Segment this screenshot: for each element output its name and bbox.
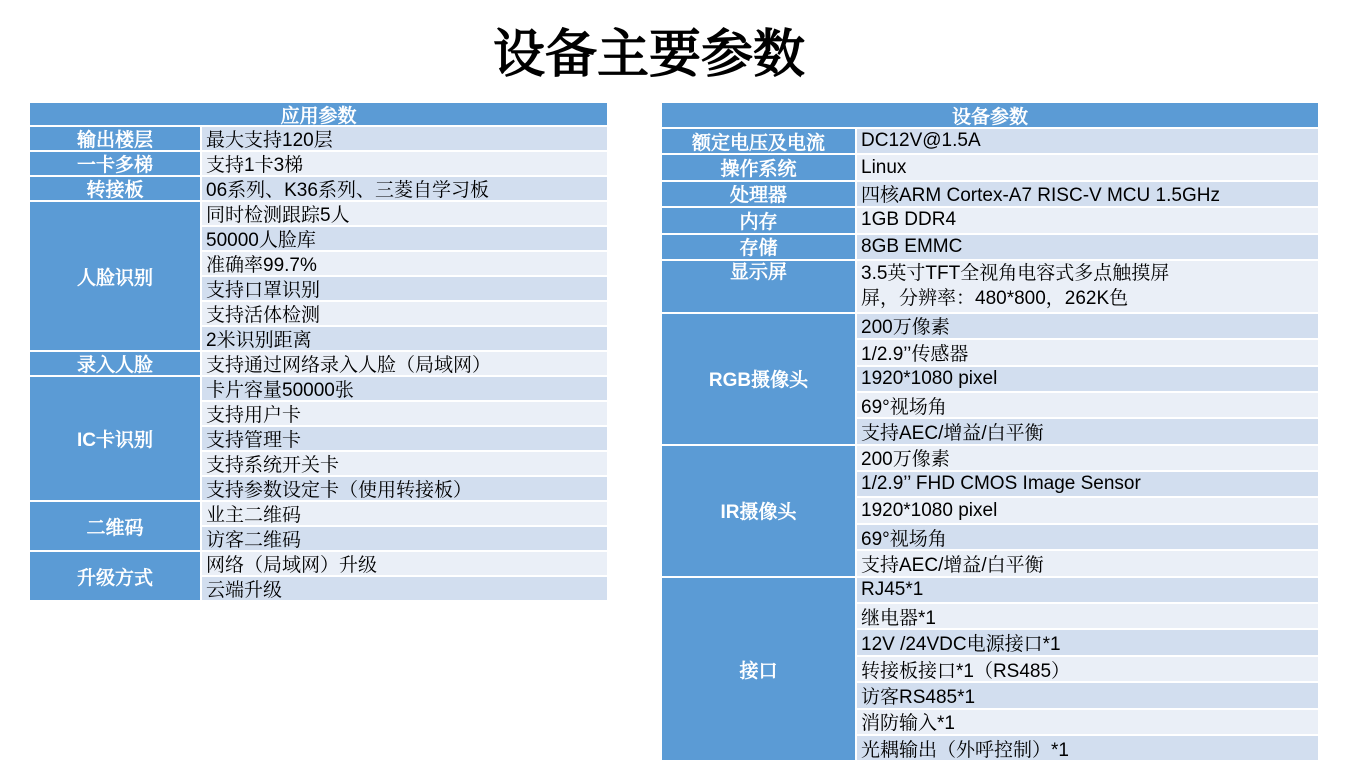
device-parameters-table: [662, 103, 1318, 760]
param-value: 支持用户卡: [202, 402, 607, 425]
param-label: 操作系统: [662, 155, 855, 179]
param-label: 输出楼层: [30, 127, 200, 150]
param-value: 支持管理卡: [202, 427, 607, 450]
param-value: 200万像素: [857, 314, 1318, 338]
param-value: 最大支持120层: [202, 127, 607, 150]
param-label: 二维码: [30, 502, 200, 550]
param-value: 光耦输出（外呼控制）*1: [857, 736, 1318, 760]
param-value: 访客RS485*1: [857, 683, 1318, 707]
param-label: 额定电压及电流: [662, 129, 855, 153]
param-value: 准确率99.7%: [202, 252, 607, 275]
param-value: 1920*1080 pixel: [857, 367, 1318, 391]
param-value: 网络（局域网）升级: [202, 552, 607, 575]
param-label: 录入人脸: [30, 352, 200, 375]
param-value: 支持1卡3梯: [202, 152, 607, 175]
param-value: 支持活体检测: [202, 302, 607, 325]
param-value: 继电器*1: [857, 604, 1318, 628]
param-value: 1/2.9’’传感器: [857, 340, 1318, 364]
param-value: 同时检测跟踪5人: [202, 202, 607, 225]
param-value: 支持参数设定卡（使用转接板）: [202, 477, 607, 500]
param-value: 消防输入*1: [857, 710, 1318, 734]
param-value: 2米识别距离: [202, 327, 607, 350]
param-label: IC卡识别: [30, 377, 200, 500]
param-value: RJ45*1: [857, 578, 1318, 602]
param-value: 50000人脸库: [202, 227, 607, 250]
param-value: 12V /24VDC电源接口*1: [857, 630, 1318, 654]
param-value: DC12V@1.5A: [857, 129, 1318, 153]
param-label: 接口: [662, 578, 855, 761]
param-label: 一卡多梯: [30, 152, 200, 175]
param-value: 8GB EMMC: [857, 235, 1318, 259]
param-value: 1920*1080 pixel: [857, 498, 1318, 522]
display-spec-value: [857, 261, 1318, 312]
param-value: 69°视场角: [857, 393, 1318, 417]
param-value: Linux: [857, 155, 1318, 179]
param-value: 支持AEC/增益/白平衡: [857, 551, 1318, 575]
param-label: 转接板: [30, 177, 200, 200]
param-label: 升级方式: [30, 552, 200, 600]
param-label: 人脸识别: [30, 202, 200, 350]
param-value: 云端升级: [202, 577, 607, 600]
param-value: 200万像素: [857, 446, 1318, 470]
param-value: 转接板接口*1（RS485）: [857, 657, 1318, 681]
table-header: 应用参数: [30, 103, 607, 125]
display-spec-line: 屏，分辨率：480*800，262K色: [861, 288, 1129, 310]
param-value: 1/2.9’’ FHD CMOS Image Sensor: [857, 472, 1318, 496]
page-title: 设备主要参数: [492, 26, 805, 84]
param-label: RGB摄像头: [662, 314, 855, 444]
param-value: 访客二维码: [202, 527, 607, 550]
param-value: 支持口罩识别: [202, 277, 607, 300]
param-label: 内存: [662, 208, 855, 232]
param-value: 支持AEC/增益/白平衡: [857, 419, 1318, 443]
param-label: 显示屏: [662, 261, 855, 312]
display-spec-line: 3.5英寸TFT全视角电容式多点触摸屏: [861, 263, 1170, 285]
param-label: 处理器: [662, 182, 855, 206]
param-value: 06系列、K36系列、三菱自学习板: [202, 177, 607, 200]
param-value: 四核ARM Cortex-A7 RISC-V MCU 1.5GHz: [857, 182, 1318, 206]
param-value: 支持系统开关卡: [202, 452, 607, 475]
param-label: 存储: [662, 235, 855, 259]
table-header: 设备参数: [662, 103, 1318, 127]
param-value: 卡片容量50000张: [202, 377, 607, 400]
param-value: 支持通过网络录入人脸（局域网）: [202, 352, 607, 375]
application-parameters-table: [30, 103, 607, 600]
param-value: 69°视场角: [857, 525, 1318, 549]
param-label: IR摄像头: [662, 446, 855, 576]
param-value: 业主二维码: [202, 502, 607, 525]
param-value: 1GB DDR4: [857, 208, 1318, 232]
